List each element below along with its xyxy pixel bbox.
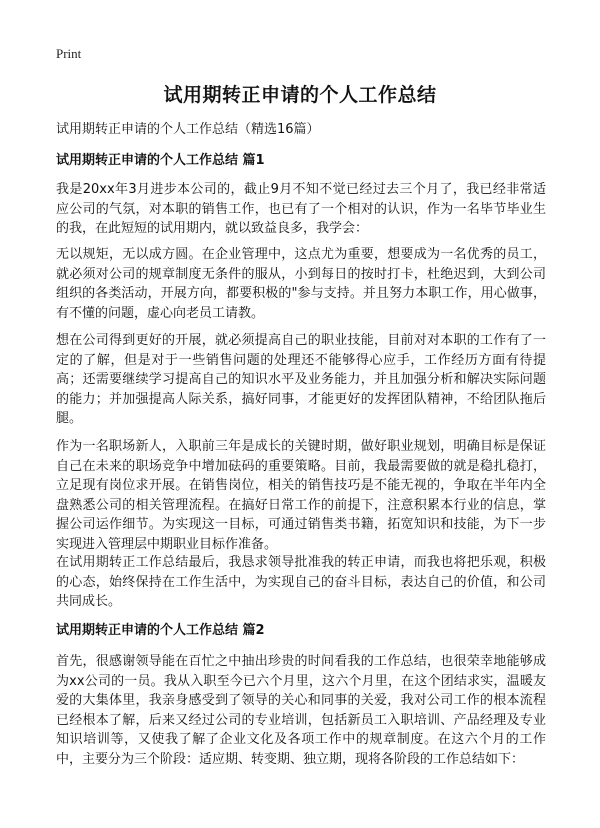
document-subtitle: 试用期转正申请的个人工作总结（精选16篇）: [56, 122, 320, 137]
paragraph: 无以规矩，无以成方圆。在企业管理中，这点尤为重要，想要成为一名优秀的员工，就必须对公司的规章制度无条件的服从，小到每日的按时打卡，杜绝迟到，大到公司组织的各类活动，开展方向，都要积极的"参与支持。并且努力本职工作，用心做事，有不懂的问题，虚心向老员工请教。: [56, 247, 546, 321]
paragraph: 在试用期转正工作总结最后，我恳求领导批准我的转正申请，而我也将把乐观，积极的心态，始终保持在工作生活中，为实现自己的奋斗目标，表达自己的价值，和公司共同成长。: [56, 555, 546, 610]
paragraph: 首先，很感谢领导能在百忙之中抽出珍贵的时间看我的工作总结，也很荣幸地能够成为xx公司的一员。我从入职至今已六个月里，这六个月里，在这个团结求实，温暖友爱的大集体里，我亲身感受到了领导的关心和同事的关爱，我对公司工作的根本流程已经根本了解，后来又经过公司的专业培训，包括新员工入职培训、产品经理及专业知识培训等，又使我了解了企业文化及各项工作中的规章制度。在这六个月的工作中，主要分为三个阶段：适应期、转变期、独立期，现将各阶段的工作总结如下：: [56, 654, 546, 767]
paragraph: 作为一名职场新人，入职前三年是成长的关键时期，做好职业规划，明确目标是保证自己在未来的职场竞争中增加砝码的重要策略。目前，我最需要做的就是稳扎稳打，立足现有岗位求开展。在销售岗位，相关的销售技巧是不能无视的，争取在半年内全盘熟悉公司的相关管理流程。在搞好日常工作的前提下，注意积累本行业的信息，掌握公司运作细节。为实现这一目标，可通过销售类书籍，拓宽知识和技能，为下一步实现进入管理层中期职业目标作准备。: [56, 439, 546, 552]
section-heading-2: 试用期转正申请的个人工作总结 篇2: [56, 623, 265, 638]
document-title: 试用期转正申请的个人工作总结: [163, 84, 437, 106]
print-link[interactable]: Print: [56, 46, 82, 61]
section-heading-1: 试用期转正申请的个人工作总结 篇1: [56, 153, 265, 168]
paragraph: 想在公司得到更好的开展，就必须提高自己的职业技能，目前对对本职的工作有了一定的了解，但是对于一些销售问题的处理还不能够得心应手，工作经历方面有待提高；还需要继续学习提高自己的知识水平及业务能力，并且加强分析和解决实际问题的能力；并加强提高人际关系，搞好同事，才能更好的发挥团队精神，不给团队拖后腿。: [56, 333, 546, 427]
paragraph: 我是20xx年3月进步本公司的，截止9月不知不觉已经过去三个月了，我已经非常适应公司的气氛，对本职的销售工作，也已有了一个相对的认识，作为一名毕节毕业生的我，在此短短的试用期内，就以致益良多，我学会：: [56, 182, 546, 237]
